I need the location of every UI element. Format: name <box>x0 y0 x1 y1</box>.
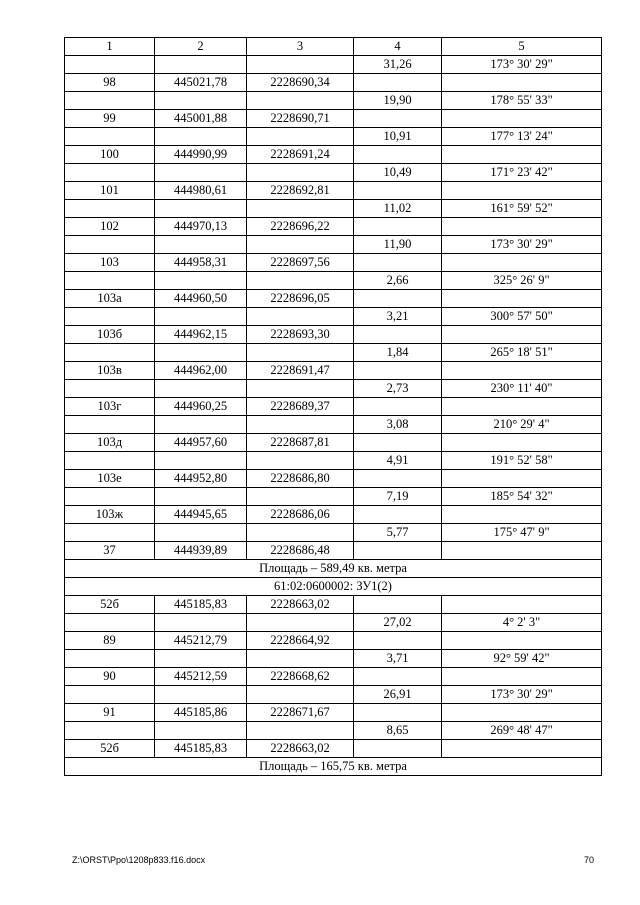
empty-cell <box>65 686 155 704</box>
empty-cell <box>65 344 155 362</box>
x-coordinate-cell: 444970,13 <box>155 218 247 236</box>
empty-cell <box>354 704 442 722</box>
empty-cell <box>442 632 602 650</box>
empty-cell <box>65 452 155 470</box>
empty-cell <box>247 272 354 290</box>
point-number-cell: 102 <box>65 218 155 236</box>
direction-angle-cell: 210° 29' 4" <box>442 416 602 434</box>
segment-length-cell: 7,19 <box>354 488 442 506</box>
empty-cell <box>247 308 354 326</box>
direction-angle-cell: 175° 47' 9" <box>442 524 602 542</box>
point-row <box>65 596 602 614</box>
coordinates-table <box>64 37 602 776</box>
empty-cell <box>354 218 442 236</box>
empty-cell <box>354 506 442 524</box>
segment-row <box>65 164 602 182</box>
point-row <box>65 668 602 686</box>
summary-cell: 61:02:0600002: ЗУ1(2) <box>65 578 602 596</box>
empty-cell <box>354 362 442 380</box>
point-number-cell: 103 <box>65 254 155 272</box>
empty-cell <box>65 380 155 398</box>
point-number-cell: 103в <box>65 362 155 380</box>
empty-cell <box>354 326 442 344</box>
y-coordinate-cell: 2228687,81 <box>247 434 354 452</box>
y-coordinate-cell: 2228696,22 <box>247 218 354 236</box>
empty-cell <box>247 416 354 434</box>
segment-row <box>65 650 602 668</box>
direction-angle-cell: 173° 30' 29" <box>442 686 602 704</box>
empty-cell <box>442 704 602 722</box>
empty-cell <box>65 650 155 668</box>
x-coordinate-cell: 444960,50 <box>155 290 247 308</box>
empty-cell <box>155 488 247 506</box>
segment-length-cell: 19,90 <box>354 92 442 110</box>
segment-row <box>65 614 602 632</box>
point-number-cell: 103г <box>65 398 155 416</box>
segment-length-cell: 2,66 <box>354 272 442 290</box>
empty-cell <box>155 128 247 146</box>
empty-cell <box>354 254 442 272</box>
x-coordinate-cell: 445021,78 <box>155 74 247 92</box>
point-number-cell: 90 <box>65 668 155 686</box>
empty-cell <box>247 722 354 740</box>
table-body <box>65 56 602 776</box>
direction-angle-cell: 265° 18' 51" <box>442 344 602 362</box>
segment-row <box>65 452 602 470</box>
segment-length-cell: 3,08 <box>354 416 442 434</box>
segment-row <box>65 380 602 398</box>
empty-cell <box>442 74 602 92</box>
point-number-cell: 98 <box>65 74 155 92</box>
point-row <box>65 470 602 488</box>
x-coordinate-cell: 444939,89 <box>155 542 247 560</box>
empty-cell <box>155 686 247 704</box>
point-number-cell: 91 <box>65 704 155 722</box>
x-coordinate-cell: 444958,31 <box>155 254 247 272</box>
empty-cell <box>247 650 354 668</box>
empty-cell <box>247 164 354 182</box>
y-coordinate-cell: 2228692,81 <box>247 182 354 200</box>
point-row <box>65 632 602 650</box>
empty-cell <box>354 182 442 200</box>
x-coordinate-cell: 445185,83 <box>155 596 247 614</box>
point-number-cell: 100 <box>65 146 155 164</box>
header-cell-2: 2 <box>155 38 247 56</box>
y-coordinate-cell: 2228689,37 <box>247 398 354 416</box>
summary-row <box>65 560 602 578</box>
empty-cell <box>247 200 354 218</box>
point-number-cell: 103д <box>65 434 155 452</box>
empty-cell <box>354 290 442 308</box>
direction-angle-cell: 191° 52' 58" <box>442 452 602 470</box>
y-coordinate-cell: 2228686,80 <box>247 470 354 488</box>
footer-file-path: Z:\ORST\Ppo\1208p833.f16.docx <box>72 855 206 865</box>
empty-cell <box>155 308 247 326</box>
empty-cell <box>155 56 247 74</box>
segment-length-cell: 11,02 <box>354 200 442 218</box>
empty-cell <box>65 488 155 506</box>
empty-cell <box>354 632 442 650</box>
segment-length-cell: 10,91 <box>354 128 442 146</box>
empty-cell <box>247 128 354 146</box>
segment-length-cell: 3,71 <box>354 650 442 668</box>
empty-cell <box>155 200 247 218</box>
segment-row <box>65 308 602 326</box>
segment-row <box>65 488 602 506</box>
empty-cell <box>65 524 155 542</box>
point-number-cell: 37 <box>65 542 155 560</box>
empty-cell <box>155 614 247 632</box>
point-row <box>65 218 602 236</box>
empty-cell <box>442 740 602 758</box>
empty-cell <box>442 596 602 614</box>
empty-cell <box>247 92 354 110</box>
direction-angle-cell: 92° 59' 42" <box>442 650 602 668</box>
table-header-row <box>65 38 602 56</box>
segment-length-cell: 10,49 <box>354 164 442 182</box>
header-cell-1: 1 <box>65 38 155 56</box>
empty-cell <box>354 146 442 164</box>
point-number-cell: 103а <box>65 290 155 308</box>
direction-angle-cell: 161° 59' 52" <box>442 200 602 218</box>
empty-cell <box>155 380 247 398</box>
empty-cell <box>354 596 442 614</box>
empty-cell <box>442 146 602 164</box>
empty-cell <box>65 164 155 182</box>
x-coordinate-cell: 445212,79 <box>155 632 247 650</box>
point-number-cell: 89 <box>65 632 155 650</box>
empty-cell <box>442 326 602 344</box>
direction-angle-cell: 300° 57' 50" <box>442 308 602 326</box>
empty-cell <box>155 344 247 362</box>
empty-cell <box>442 668 602 686</box>
empty-cell <box>442 398 602 416</box>
summary-cell: Площадь – 165,75 кв. метра <box>65 758 602 776</box>
point-row <box>65 290 602 308</box>
point-row <box>65 110 602 128</box>
point-row <box>65 542 602 560</box>
segment-length-cell: 4,91 <box>354 452 442 470</box>
point-row <box>65 434 602 452</box>
x-coordinate-cell: 444962,15 <box>155 326 247 344</box>
segment-row <box>65 56 602 74</box>
empty-cell <box>65 200 155 218</box>
segment-length-cell: 26,91 <box>354 686 442 704</box>
x-coordinate-cell: 445212,59 <box>155 668 247 686</box>
x-coordinate-cell: 444960,25 <box>155 398 247 416</box>
segment-length-cell: 1,84 <box>354 344 442 362</box>
segment-row <box>65 92 602 110</box>
direction-angle-cell: 173° 30' 29" <box>442 236 602 254</box>
empty-cell <box>442 110 602 128</box>
direction-angle-cell: 177° 13' 24" <box>442 128 602 146</box>
segment-length-cell: 8,65 <box>354 722 442 740</box>
empty-cell <box>65 272 155 290</box>
empty-cell <box>442 470 602 488</box>
segment-row <box>65 722 602 740</box>
point-row <box>65 506 602 524</box>
empty-cell <box>155 524 247 542</box>
segment-length-cell: 11,90 <box>354 236 442 254</box>
empty-cell <box>155 92 247 110</box>
summary-row <box>65 758 602 776</box>
empty-cell <box>155 416 247 434</box>
header-cell-5: 5 <box>442 38 602 56</box>
point-row <box>65 362 602 380</box>
segment-row <box>65 272 602 290</box>
empty-cell <box>65 128 155 146</box>
empty-cell <box>65 416 155 434</box>
segment-length-cell: 2,73 <box>354 380 442 398</box>
empty-cell <box>155 650 247 668</box>
empty-cell <box>354 740 442 758</box>
segment-length-cell: 31,26 <box>354 56 442 74</box>
empty-cell <box>247 344 354 362</box>
empty-cell <box>247 488 354 506</box>
empty-cell <box>442 362 602 380</box>
point-row <box>65 740 602 758</box>
empty-cell <box>155 164 247 182</box>
empty-cell <box>155 452 247 470</box>
y-coordinate-cell: 2228663,02 <box>247 740 354 758</box>
y-coordinate-cell: 2228690,71 <box>247 110 354 128</box>
y-coordinate-cell: 2228697,56 <box>247 254 354 272</box>
direction-angle-cell: 185° 54' 32" <box>442 488 602 506</box>
empty-cell <box>354 542 442 560</box>
direction-angle-cell: 178° 55' 33" <box>442 92 602 110</box>
segment-row <box>65 416 602 434</box>
y-coordinate-cell: 2228668,62 <box>247 668 354 686</box>
empty-cell <box>247 380 354 398</box>
point-number-cell: 103е <box>65 470 155 488</box>
empty-cell <box>442 182 602 200</box>
empty-cell <box>354 74 442 92</box>
empty-cell <box>442 254 602 272</box>
x-coordinate-cell: 444962,00 <box>155 362 247 380</box>
empty-cell <box>354 668 442 686</box>
segment-row <box>65 236 602 254</box>
empty-cell <box>247 56 354 74</box>
point-number-cell: 103б <box>65 326 155 344</box>
empty-cell <box>442 218 602 236</box>
empty-cell <box>442 434 602 452</box>
x-coordinate-cell: 444945,65 <box>155 506 247 524</box>
footer-page-number: 70 <box>584 855 595 865</box>
segment-length-cell: 27,02 <box>354 614 442 632</box>
empty-cell <box>65 614 155 632</box>
empty-cell <box>65 722 155 740</box>
segment-row <box>65 344 602 362</box>
empty-cell <box>442 290 602 308</box>
y-coordinate-cell: 2228696,05 <box>247 290 354 308</box>
y-coordinate-cell: 2228663,02 <box>247 596 354 614</box>
y-coordinate-cell: 2228671,67 <box>247 704 354 722</box>
point-row <box>65 182 602 200</box>
segment-length-cell: 5,77 <box>354 524 442 542</box>
empty-cell <box>65 236 155 254</box>
y-coordinate-cell: 2228664,92 <box>247 632 354 650</box>
empty-cell <box>442 542 602 560</box>
empty-cell <box>247 452 354 470</box>
x-coordinate-cell: 444957,60 <box>155 434 247 452</box>
direction-angle-cell: 173° 30' 29" <box>442 56 602 74</box>
y-coordinate-cell: 2228693,30 <box>247 326 354 344</box>
empty-cell <box>247 614 354 632</box>
empty-cell <box>65 56 155 74</box>
x-coordinate-cell: 444980,61 <box>155 182 247 200</box>
empty-cell <box>65 308 155 326</box>
empty-cell <box>247 236 354 254</box>
point-number-cell: 52б <box>65 596 155 614</box>
empty-cell <box>354 398 442 416</box>
x-coordinate-cell: 445185,83 <box>155 740 247 758</box>
empty-cell <box>155 236 247 254</box>
empty-cell <box>247 524 354 542</box>
segment-length-cell: 3,21 <box>354 308 442 326</box>
y-coordinate-cell: 2228691,47 <box>247 362 354 380</box>
point-row <box>65 74 602 92</box>
direction-angle-cell: 171° 23' 42" <box>442 164 602 182</box>
point-number-cell: 103ж <box>65 506 155 524</box>
point-number-cell: 99 <box>65 110 155 128</box>
y-coordinate-cell: 2228686,06 <box>247 506 354 524</box>
x-coordinate-cell: 444952,80 <box>155 470 247 488</box>
segment-row <box>65 200 602 218</box>
point-number-cell: 52б <box>65 740 155 758</box>
x-coordinate-cell: 444990,99 <box>155 146 247 164</box>
empty-cell <box>155 722 247 740</box>
direction-angle-cell: 269° 48' 47" <box>442 722 602 740</box>
x-coordinate-cell: 445001,88 <box>155 110 247 128</box>
empty-cell <box>354 434 442 452</box>
point-row <box>65 398 602 416</box>
segment-row <box>65 686 602 704</box>
point-number-cell: 101 <box>65 182 155 200</box>
empty-cell <box>65 92 155 110</box>
segment-row <box>65 128 602 146</box>
empty-cell <box>247 686 354 704</box>
header-cell-3: 3 <box>247 38 354 56</box>
empty-cell <box>354 110 442 128</box>
empty-cell <box>155 272 247 290</box>
point-row <box>65 254 602 272</box>
empty-cell <box>354 470 442 488</box>
empty-cell <box>442 506 602 524</box>
y-coordinate-cell: 2228690,34 <box>247 74 354 92</box>
segment-row <box>65 524 602 542</box>
y-coordinate-cell: 2228691,24 <box>247 146 354 164</box>
direction-angle-cell: 230° 11' 40" <box>442 380 602 398</box>
summary-row <box>65 578 602 596</box>
direction-angle-cell: 4° 2' 3" <box>442 614 602 632</box>
point-row <box>65 704 602 722</box>
x-coordinate-cell: 445185,86 <box>155 704 247 722</box>
direction-angle-cell: 325° 26' 9" <box>442 272 602 290</box>
header-cell-4: 4 <box>354 38 442 56</box>
point-row <box>65 326 602 344</box>
point-row <box>65 146 602 164</box>
y-coordinate-cell: 2228686,48 <box>247 542 354 560</box>
summary-cell: Площадь – 589,49 кв. метра <box>65 560 602 578</box>
